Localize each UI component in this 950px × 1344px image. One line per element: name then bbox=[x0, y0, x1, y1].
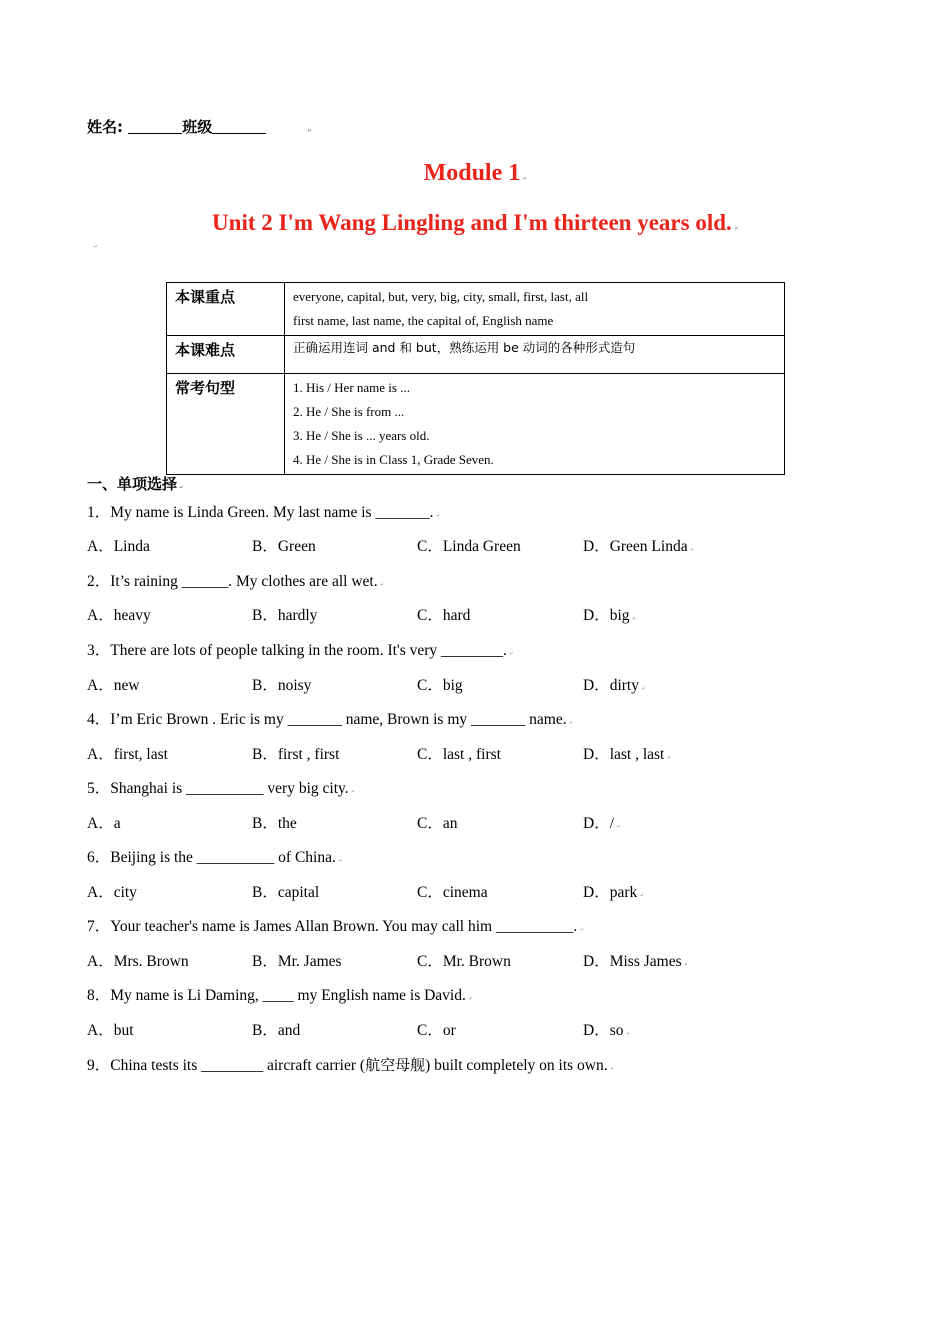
option-d[interactable]: D．park ↵ bbox=[583, 884, 644, 901]
table-row bbox=[167, 374, 785, 475]
option-a[interactable]: A．city bbox=[87, 884, 137, 901]
question-stem: 8．My name is Li Daming, ____ my English name is David. ↵ bbox=[87, 987, 473, 1004]
table-row bbox=[167, 336, 785, 374]
option-c[interactable]: C．hard bbox=[417, 607, 471, 624]
option-a[interactable]: A．Mrs. Brown bbox=[87, 953, 189, 970]
question-stem: 6．Beijing is the __________ of China. ↵ bbox=[87, 849, 343, 866]
option-d[interactable]: D．/ ↵ bbox=[583, 815, 621, 832]
option-a[interactable]: A．a bbox=[87, 815, 121, 832]
option-b[interactable]: B．first , first bbox=[252, 746, 340, 763]
paragraph-mark-icon: ↵ bbox=[508, 652, 514, 657]
option-c[interactable]: C．Linda Green bbox=[417, 538, 521, 555]
question-stem: 1．My name is Linda Green. My last name is _______. ↵ bbox=[87, 504, 440, 521]
option-b[interactable]: B．and bbox=[252, 1022, 301, 1039]
content-line: 3. He / She is ... years old. bbox=[293, 428, 430, 443]
option-d[interactable]: D．Green Linda ↵ bbox=[583, 538, 694, 555]
paragraph-mark-icon: ↵ bbox=[733, 227, 738, 232]
option-b[interactable]: B．capital bbox=[252, 884, 320, 901]
section-title: 一、单项选择 ↵ bbox=[87, 475, 184, 493]
content-line: 2. He / She is from ... bbox=[293, 404, 405, 419]
row-content bbox=[285, 374, 785, 475]
paragraph-mark-icon: ↵ bbox=[337, 859, 343, 864]
paragraph-mark-icon: ↵ bbox=[522, 177, 527, 182]
row-heading: 本课重点 bbox=[167, 283, 285, 336]
row-content bbox=[285, 283, 785, 336]
table-row bbox=[167, 283, 785, 336]
option-c[interactable]: C．Mr. Brown bbox=[417, 953, 511, 970]
content-line: first name, last name, the capital of, English name bbox=[293, 313, 554, 328]
paragraph-mark-icon: ↵ bbox=[179, 485, 184, 491]
option-c[interactable]: C．last , first bbox=[417, 746, 501, 763]
question-stem: 3．There are lots of people talking in the room. It's very ________. ↵ bbox=[87, 642, 514, 659]
content-line: 正确运用连词 and 和 but，熟练运用 be 动词的各种形式造句 bbox=[293, 340, 636, 355]
question-stem: 5．Shanghai is __________ very big city. ↵ bbox=[87, 780, 355, 797]
module-title: Module 1 ↵ bbox=[423, 160, 527, 186]
option-a[interactable]: A．heavy bbox=[87, 607, 151, 624]
question-stem: 9．China tests its ________ aircraft carrier (航空母舰) built completely on its own. ↵ bbox=[87, 1056, 614, 1074]
option-c[interactable]: C．an bbox=[417, 815, 458, 832]
row-content bbox=[285, 336, 785, 374]
option-c[interactable]: C．big bbox=[417, 677, 463, 694]
paragraph-mark-icon: ↵ bbox=[568, 721, 573, 726]
option-a[interactable]: A．first, last bbox=[87, 746, 168, 763]
content-line: 1. His / Her name is ... bbox=[293, 380, 410, 395]
name-label: 姓名: bbox=[87, 118, 123, 136]
paragraph-mark-icon: ↵ bbox=[467, 997, 473, 1002]
content-line: everyone, capital, but, very, big, city, small, first, last, all bbox=[293, 289, 589, 304]
paragraph-mark-icon: ↵ bbox=[609, 1067, 614, 1072]
student-info-line bbox=[87, 116, 312, 137]
option-b[interactable]: B．Mr. James bbox=[252, 953, 342, 970]
class-label: 班级 bbox=[182, 118, 213, 136]
option-d[interactable]: D．so ↵ bbox=[583, 1022, 630, 1039]
unit-title: Unit 2 I'm Wang Lingling and I'm thirteen years old. ↵ bbox=[212, 210, 738, 235]
paragraph-mark-icon: ↵ bbox=[93, 245, 98, 250]
option-a[interactable]: A．Linda bbox=[87, 538, 150, 555]
name-blank[interactable] bbox=[128, 118, 182, 134]
class-blank[interactable] bbox=[212, 118, 266, 134]
lesson-key-table bbox=[166, 282, 785, 475]
option-b[interactable]: B．Green bbox=[252, 538, 316, 555]
option-b[interactable]: B．hardly bbox=[252, 607, 318, 624]
row-heading: 常考句型 bbox=[167, 374, 285, 475]
question-stem: 2．It’s raining ______. My clothes are all wet. ↵ bbox=[87, 573, 384, 590]
option-b[interactable]: B．the bbox=[252, 815, 297, 832]
option-b[interactable]: B．noisy bbox=[252, 677, 312, 694]
option-d[interactable]: D．dirty ↵ bbox=[583, 677, 646, 694]
question-stem: 7．Your teacher's name is James Allan Brown. You may call him __________. ↵ bbox=[87, 918, 584, 935]
paragraph-mark-icon: ↵ bbox=[379, 583, 384, 588]
question-stem: 4．I’m Eric Brown . Eric is my _______ name, Brown is my _______ name. ↵ bbox=[87, 711, 573, 728]
option-c[interactable]: C．or bbox=[417, 1022, 456, 1039]
content-line: 4. He / She is in Class 1, Grade Seven. bbox=[293, 452, 494, 467]
option-a[interactable]: A．but bbox=[87, 1022, 134, 1039]
row-heading: 本课难点 bbox=[167, 336, 285, 374]
option-c[interactable]: C．cinema bbox=[417, 884, 488, 901]
paragraph-mark-icon: ↵ bbox=[579, 928, 584, 933]
paragraph-mark-icon: ↵ bbox=[350, 790, 355, 795]
option-d[interactable]: D．last , last ↵ bbox=[583, 746, 671, 763]
paragraph-mark-icon: ↵ bbox=[435, 514, 440, 519]
paragraph-mark-icon: ↵ bbox=[307, 128, 312, 134]
option-d[interactable]: D．Miss James ↵ bbox=[583, 953, 688, 970]
option-d[interactable]: D．big ↵ bbox=[583, 607, 636, 624]
option-a[interactable]: A．new bbox=[87, 677, 140, 694]
